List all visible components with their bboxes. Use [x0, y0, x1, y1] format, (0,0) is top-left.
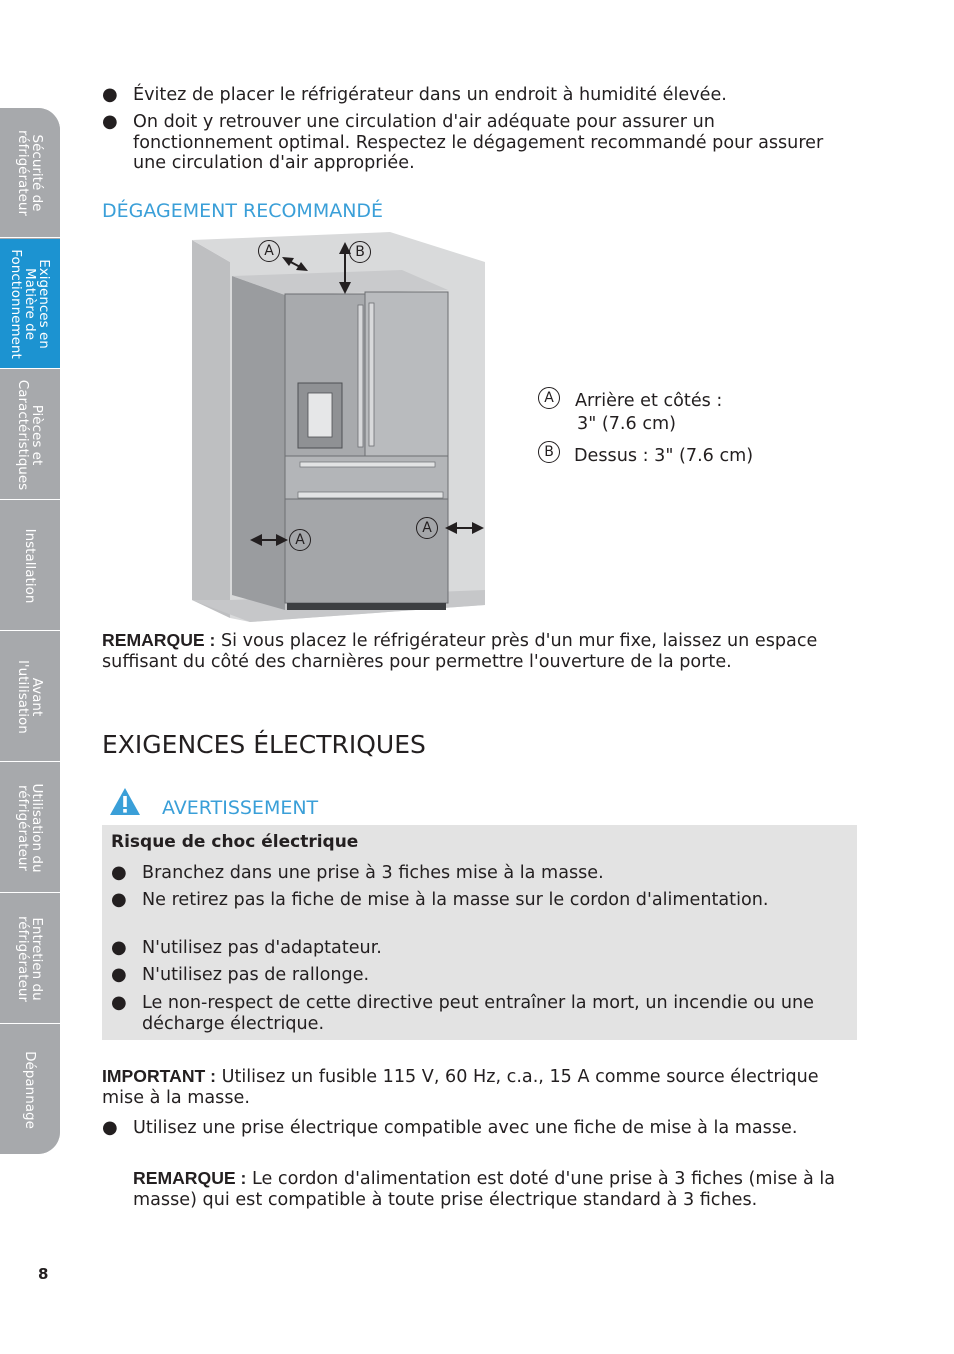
electrical-heading: EXIGENCES ÉLECTRIQUES	[102, 730, 426, 759]
warning-bullet: ● Ne retirez pas la fiche de mise à la masse sur le cordon d'alimentation.	[111, 889, 769, 910]
right-door	[365, 292, 448, 456]
bullet-air-circulation: ● On doit y retrouver une circulation d'air adéquate pour assurer un fonctionnement optimal. Respectez le dégagement recommandé pour assurer une circulation d'air appropriée.	[102, 111, 824, 174]
drawer-handle	[300, 462, 435, 467]
warning-bullet: ● Branchez dans une prise à 3 fiches mise à la masse.	[111, 862, 604, 883]
note-label: REMARQUE :	[102, 630, 216, 650]
legend-b-text: Dessus : 3" (7.6 cm)	[574, 446, 754, 466]
tab-label: Installation	[22, 528, 38, 604]
bullet-grounded-outlet: ● Utilisez une prise électrique compatible avec une fiche de mise à la masse.	[102, 1117, 798, 1138]
tab-avant-utilisation[interactable]	[0, 632, 60, 762]
tab-label: Exigences en Matière de Fonctionnement	[8, 249, 52, 359]
legend-b-badge: B	[538, 441, 560, 463]
note-power-cord	[133, 1168, 853, 1210]
label-b-top: B	[349, 241, 371, 263]
dispenser-recess	[308, 393, 332, 437]
legend-a-value: 3" (7.6 cm)	[577, 414, 676, 434]
legend-a-text: Arrière et côtés :	[575, 391, 723, 411]
tab-entretien[interactable]	[0, 894, 60, 1024]
freezer-handle	[298, 492, 443, 498]
warning-bullet: ● Le non-respect de cette directive peut entraîner la mort, un incendie ou une décharge électrique.	[111, 992, 815, 1034]
bullet-text: N'utilisez pas de rallonge.	[142, 965, 370, 985]
tab-label: Pièces et Caractéristiques	[15, 379, 45, 491]
bullet-text: Ne retirez pas la fiche de mise à la masse sur le cordon d'alimentation.	[142, 890, 769, 910]
note-text: Le cordon d'alimentation est doté d'une prise à 3 fiches (mise à la masse) qui est compatible à toute prise électrique standard à 3 fiches.	[133, 1169, 836, 1210]
note-label: REMARQUE :	[133, 1168, 247, 1188]
tab-label: Sécurité de réfrigérateur	[15, 129, 45, 217]
bullet-text: On doit y retrouver une circulation d'air adéquate pour assurer un fonctionnement optimal. Respectez le dégagement recommandé pour assurer une circulation d'air appropriée.	[133, 112, 824, 174]
warning-bullet: ● N'utilisez pas d'adaptateur.	[111, 937, 382, 958]
bullet-text: Le non-respect de cette directive peut entraîner la mort, un incendie ou une décharge électrique.	[142, 993, 815, 1034]
important-text: Utilisez un fusible 115 V, 60 Hz, c.a., 15 A comme source électrique mise à la masse.	[102, 1067, 819, 1108]
legend-a-badge: A	[538, 387, 560, 409]
label-a-top: A	[258, 240, 280, 262]
warning-subtitle: Risque de choc électrique	[111, 832, 359, 852]
note-wall-clearance	[102, 630, 847, 672]
important-note	[102, 1066, 832, 1108]
left-handle	[358, 305, 363, 447]
right-handle	[369, 303, 374, 446]
warning-icon	[109, 787, 141, 817]
bullet-text: Évitez de placer le réfrigérateur dans un endroit à humidité élevée.	[133, 85, 727, 105]
note-text: Si vous placez le réfrigérateur près d'un mur fixe, laissez un espace suffisant du côté des charnières pour permettre l'ouverture de la porte.	[102, 631, 818, 672]
important-label: IMPORTANT :	[102, 1066, 217, 1086]
freezer-drawer	[285, 499, 448, 603]
warning-bullet: ● N'utilisez pas de rallonge.	[111, 964, 370, 985]
label-a-left: A	[289, 529, 311, 551]
tab-label: Utilisation du réfrigérateur	[15, 783, 45, 873]
bullet-text: Utilisez une prise électrique compatible avec une fiche de mise à la masse.	[133, 1118, 798, 1138]
fridge-clearance-illustration	[0, 0, 954, 640]
tab-label: Avant l'utilisation	[15, 660, 45, 734]
tab-label: Entretien du réfrigérateur	[15, 915, 45, 1003]
page-number: 8	[38, 1265, 49, 1283]
tab-depannage[interactable]	[0, 1025, 60, 1154]
bullet-text: N'utilisez pas d'adaptateur.	[142, 938, 382, 958]
warning-title: AVERTISSEMENT	[162, 797, 319, 819]
tab-label: Dépannage	[22, 1051, 38, 1129]
clearance-heading: DÉGAGEMENT RECOMMANDÉ	[102, 200, 384, 222]
bullet-humidity: ● Évitez de placer le réfrigérateur dans un endroit à humidité élevée.	[102, 84, 727, 105]
tab-utilisation[interactable]	[0, 763, 60, 893]
fridge-side	[232, 276, 285, 610]
fridge-base	[287, 603, 446, 610]
bullet-text: Branchez dans une prise à 3 fiches mise à la masse.	[142, 863, 604, 883]
left-wall	[192, 240, 230, 618]
label-a-right: A	[416, 517, 438, 539]
